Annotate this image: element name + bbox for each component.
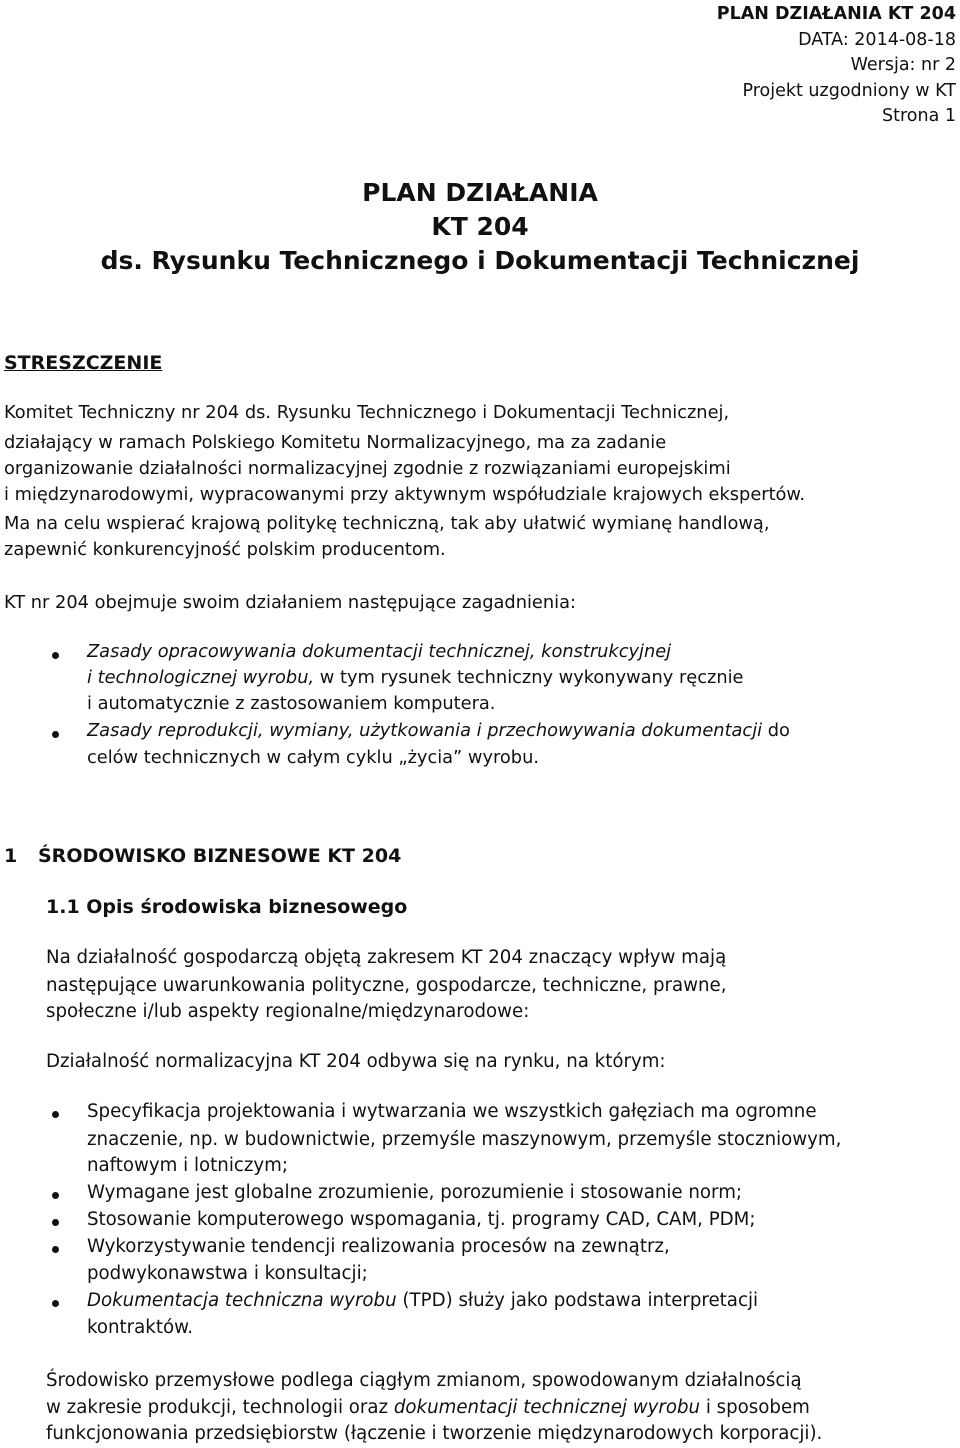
- market-bullet-2: Wymagane jest globalne zrozumienie, porozumienie i stosowanie norm;: [87, 1182, 743, 1203]
- business-para-line-1: Na działalność gospodarczą objętą zakresem KT 204 znaczący wpływ mają: [46, 947, 727, 968]
- market-bullet-5-line-2: kontraktów.: [87, 1317, 194, 1338]
- header-date: DATA: 2014-08-18: [798, 29, 956, 50]
- bullet-dot: [52, 1300, 59, 1307]
- bullet-dot: [52, 1246, 59, 1253]
- title-line-1: PLAN DZIAŁANIA: [362, 178, 598, 207]
- industry-para-line-3: funkcjonowania przedsiębiorstw (łączenie i tworzenie międzynarodowych korporacji).: [46, 1423, 823, 1444]
- market-bullet-4-line-2: podwykonawstwa i konsultacji;: [87, 1263, 368, 1284]
- business-para-line-3: społeczne i/lub aspekty regionalne/międzynarodowe:: [46, 1001, 530, 1022]
- summary-line-6: zapewnić konkurencyjność polskim producentom.: [4, 539, 446, 560]
- scope-intro: KT nr 204 obejmuje swoim działaniem następujące zagadnienia:: [4, 592, 576, 613]
- title-line-3: ds. Rysunku Technicznego i Dokumentacji Technicznej: [100, 246, 860, 275]
- scope-bullet-1-line-3: i automatycznie z zastosowaniem komputera.: [87, 693, 496, 714]
- business-para-line-2: następujące uwarunkowania polityczne, gospodarcze, techniczne, prawne,: [46, 975, 727, 996]
- summary-line-2: działający w ramach Polskiego Komitetu Normalizacyjnego, ma za zadanie: [4, 432, 667, 453]
- market-bullet-1-line-2: znaczenie, np. w budownictwie, przemyśle maszynowym, przemyśle stoczniowym,: [87, 1129, 842, 1150]
- bullet-dot: [52, 1192, 59, 1199]
- bullet-dot: [52, 1219, 59, 1226]
- market-intro: Działalność normalizacyjna KT 204 odbywa się na rynku, na którym:: [46, 1051, 666, 1072]
- summary-line-5: Ma na celu wspierać krajową politykę techniczną, tak aby ułatwić wymianę handlową,: [4, 513, 770, 534]
- market-bullet-4-line-1: Wykorzystywanie tendencji realizowania procesów na zewnątrz,: [87, 1236, 670, 1257]
- scope-bullet-1-line-2: i technologicznej wyrobu, w tym rysunek techniczny wykonywany ręcznie: [87, 667, 744, 688]
- summary-heading: STRESZCZENIE: [4, 352, 163, 374]
- industry-para-line-1: Środowisko przemysłowe podlega ciągłym zmianom, spowodowanym działalnością: [46, 1370, 802, 1391]
- summary-line-1: Komitet Techniczny nr 204 ds. Rysunku Technicznego i Dokumentacji Technicznej,: [4, 402, 730, 423]
- scope-bullet-2-line-1: Zasady reprodukcji, wymiany, użytkowania i przechowywania dokumentacji do: [87, 720, 790, 741]
- market-bullet-1-line-3: naftowym i lotniczym;: [87, 1155, 289, 1176]
- scope-bullet-2-line-2: celów technicznych w całym cyklu „życia” wyrobu.: [87, 747, 539, 768]
- document-header: [717, 2, 956, 130]
- header-page-number: Strona 1: [882, 106, 956, 126]
- header-status: Projekt uzgodniony w KT: [742, 80, 956, 101]
- bullet-dot: [52, 1111, 59, 1118]
- market-bullet-1-line-1: Specyfikacja projektowania i wytwarzania we wszystkich gałęziach ma ogromne: [87, 1101, 817, 1122]
- bullet-dot: [52, 652, 59, 659]
- industry-para-line-2: w zakresie produkcji, technologii oraz dokumentacji technicznej wyrobu i sposobem: [46, 1397, 810, 1418]
- market-bullet-3: Stosowanie komputerowego wspomagania, tj. programy CAD, CAM, PDM;: [87, 1209, 756, 1230]
- bullet-dot: [52, 731, 59, 738]
- section-1-heading: 1 ŚRODOWISKO BIZNESOWE KT 204: [4, 845, 402, 867]
- summary-line-3: organizowanie działalności normalizacyjnej zgodnie z rozwiązaniami europejskimi: [4, 458, 731, 479]
- document-title: [0, 176, 960, 278]
- summary-line-4: i międzynarodowymi, wypracowanymi przy aktywnym współudziale krajowych ekspertów.: [4, 484, 805, 505]
- header-plan-title: PLAN DZIAŁANIA KT 204: [716, 4, 956, 24]
- scope-bullet-1-line-1: Zasady opracowywania dokumentacji technicznej, konstrukcyjnej: [87, 641, 672, 662]
- title-line-2: KT 204: [431, 212, 529, 241]
- market-bullet-5-line-1: Dokumentacja techniczna wyrobu (TPD) służy jako podstawa interpretacji: [87, 1290, 759, 1311]
- header-version: Wersja: nr 2: [850, 55, 956, 75]
- section-1-1-heading: 1.1 Opis środowiska biznesowego: [46, 896, 408, 918]
